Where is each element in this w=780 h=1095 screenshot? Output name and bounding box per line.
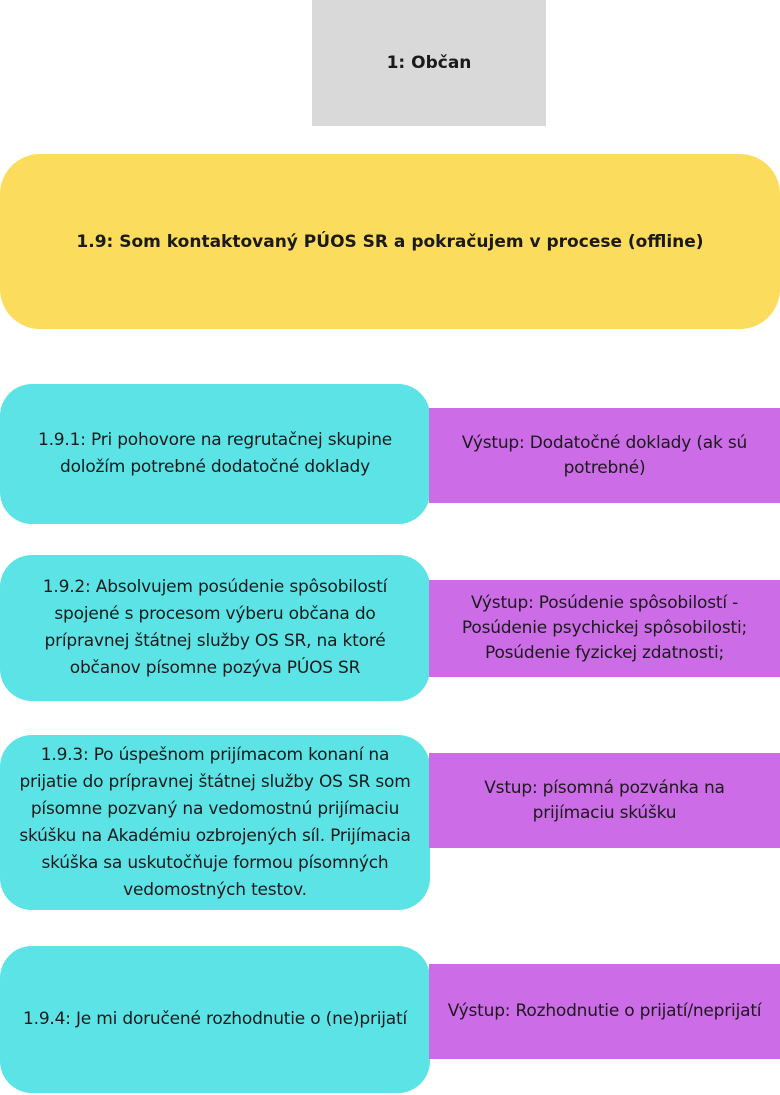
output-box-1-9-4 — [429, 964, 780, 1059]
step-label: 1.9.2: Absolvujem posúdenie spôsobilostí spojené s procesom výberu občana do prípravnej štátnej služby OS SR, na ktoré občanov písomne pozýva PÚOS SR — [42, 577, 388, 678]
output-label: Výstup: Rozhodnutie o prijatí/neprijatí — [447, 1001, 762, 1021]
output-box-1-9-1 — [429, 408, 780, 503]
step-box-1-9-3 — [0, 735, 430, 910]
step-box-1-9-2 — [0, 555, 430, 701]
actor-box — [312, 0, 546, 126]
step-box-1-9-1 — [0, 384, 430, 524]
output-box-1-9-3 — [429, 753, 780, 848]
step-label: 1.9.4: Je mi doručené rozhodnutie o (ne)prijatí — [23, 1009, 407, 1029]
step-label: 1.9.1: Pri pohovore na regrutačnej skupine doložím potrebné dodatočné doklady — [37, 430, 393, 477]
output-label: Výstup: Posúdenie spôsobilostí - Posúdenie psychickej spôsobilosti; Posúdenie fyzickej zdatnosti; — [461, 593, 748, 663]
actor-label: 1: Občan — [386, 53, 472, 73]
output-box-1-9-2 — [429, 580, 780, 677]
output-label: Výstup: Dodatočné doklady (ak sú potrebné) — [461, 432, 748, 478]
step-box-1-9-4 — [0, 946, 430, 1093]
phase-label: 1.9: Som kontaktovaný PÚOS SR a pokračujem v procese (offline) — [76, 231, 704, 252]
step-label: 1.9.3: Po úspešnom prijímacom konaní na prijatie do prípravnej štátnej služby OS SR som písomne pozvaný na vedomostnú prijímaciu skúšku na Akadémiu ozbrojených síl. Prijímacia skúška sa uskutočňuje formou písomných vedomostných testov. — [19, 744, 411, 900]
phase-box — [0, 154, 780, 329]
output-label: Vstup: písomná pozvánka na prijímaciu skúšku — [484, 777, 725, 823]
